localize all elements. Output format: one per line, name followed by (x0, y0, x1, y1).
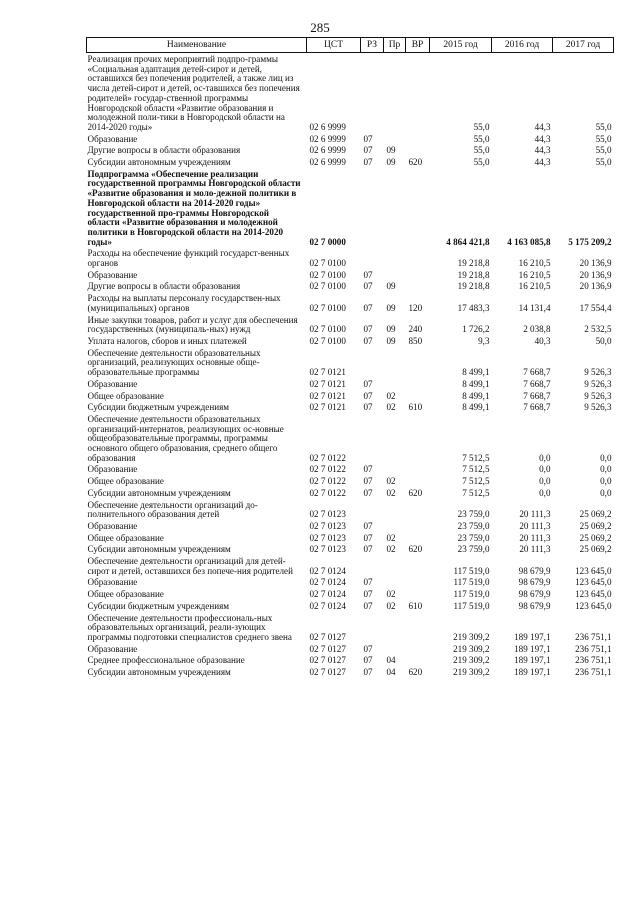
row-rz: 07 (363, 157, 373, 168)
row-value-2016: 44,3 (534, 157, 551, 168)
row-value-2015: 117 519,0 (453, 589, 490, 600)
row-name: Субсидии автономным учреждениям (87, 487, 231, 498)
row-pr (384, 499, 406, 520)
row-value-2017: 20 136,9 (579, 258, 612, 269)
row-rz: 07 (363, 544, 373, 555)
header-2016: 2016 год (492, 38, 553, 53)
row-cst: 02 7 0123 (309, 509, 346, 520)
row-cst: 02 7 0124 (309, 577, 346, 588)
row-value-2017: 123 645,0 (575, 565, 612, 576)
row-value-2017: 5 175 209,2 (568, 236, 612, 247)
row-value-2017: 20 136,9 (579, 281, 612, 292)
row-value-2016: 20 111,3 (519, 544, 551, 555)
row-name: Образование (87, 133, 138, 144)
row-cst: 02 7 0100 (309, 281, 346, 292)
row-name: Обеспечение деятельности образовательных организаций, реализующих основные обще-образовательные программы (87, 347, 261, 378)
table-row (87, 487, 614, 499)
row-cst: 02 7 0122 (309, 452, 346, 463)
table-row (87, 654, 614, 666)
row-value-2017: 20 136,9 (579, 269, 612, 280)
row-vr (406, 588, 430, 600)
row-pr (384, 347, 406, 378)
row-name: Образование (87, 464, 138, 475)
row-value-2016: 98 679,9 (518, 565, 551, 576)
row-vr: 610 (408, 402, 423, 413)
row-rz: 07 (363, 667, 373, 678)
header-2017: 2017 год (553, 38, 614, 53)
row-value-2015: 219 309,2 (453, 655, 490, 666)
row-value-2015: 7 512,5 (462, 464, 490, 475)
header-name: Наименование (87, 38, 307, 53)
row-rz: 07 (363, 600, 373, 611)
row-value-2017: 123 645,0 (575, 589, 612, 600)
row-value-2016: 0,0 (539, 476, 551, 487)
row-rz (361, 555, 384, 576)
row-value-2017: 236 751,1 (575, 631, 612, 642)
page-number: 285 (310, 20, 330, 35)
row-cst: 02 7 0127 (309, 667, 346, 678)
row-cst: 02 7 0124 (309, 600, 346, 611)
row-value-2017: 123 645,0 (575, 577, 612, 588)
header-vr: ВР (406, 38, 430, 53)
row-vr: 120 (408, 302, 423, 313)
row-vr (406, 53, 430, 133)
row-value-2016: 2 038,8 (523, 324, 551, 335)
row-value-2015: 4 864 421,8 (446, 236, 490, 247)
row-value-2015: 55,0 (473, 145, 490, 156)
row-value-2015: 7 512,5 (462, 487, 490, 498)
row-rz (361, 247, 384, 268)
row-value-2016: 20 111,3 (519, 520, 551, 531)
row-value-2015: 23 759,0 (457, 509, 490, 520)
row-value-2017: 55,0 (595, 133, 612, 144)
row-cst: 02 7 0121 (309, 390, 346, 401)
row-vr (406, 499, 430, 520)
row-value-2017: 9 526,3 (584, 378, 612, 389)
row-name: Образование (87, 577, 138, 588)
row-cst: 02 7 0127 (309, 655, 346, 666)
row-value-2016: 98 679,9 (518, 577, 551, 588)
row-cst: 02 7 0121 (309, 367, 346, 378)
row-value-2016: 16 210,5 (518, 281, 551, 292)
row-value-2016: 0,0 (539, 487, 551, 498)
row-vr: 610 (408, 600, 423, 611)
row-cst: 02 7 0122 (309, 464, 346, 475)
row-value-2016: 189 197,1 (514, 631, 551, 642)
row-name: Субсидии автономным учреждениям (87, 544, 231, 555)
row-value-2017: 25 069,2 (579, 544, 612, 555)
table-row (87, 555, 614, 576)
row-value-2016: 14 131,4 (518, 302, 551, 313)
table-row (87, 588, 614, 600)
row-value-2017: 17 554,4 (579, 302, 612, 313)
row-value-2017: 55,0 (595, 145, 612, 156)
row-rz: 07 (363, 324, 373, 335)
table-row (87, 643, 614, 655)
table-row (87, 133, 614, 145)
row-cst: 02 7 0123 (309, 520, 346, 531)
row-value-2016: 20 111,3 (519, 532, 551, 543)
row-rz: 07 (363, 655, 373, 666)
row-pr: 09 (386, 302, 396, 313)
row-value-2016: 7 668,7 (523, 367, 551, 378)
row-cst: 02 7 0127 (309, 643, 346, 654)
row-rz (361, 612, 384, 643)
row-vr (406, 133, 430, 145)
row-value-2017: 0,0 (600, 476, 612, 487)
row-value-2017: 25 069,2 (579, 532, 612, 543)
row-vr (406, 413, 430, 464)
table-row (87, 168, 614, 248)
row-value-2015: 55,0 (473, 133, 490, 144)
row-name: Расходы на обеспечение функций государст-венных органов (87, 248, 290, 269)
table-row (87, 314, 614, 335)
row-rz: 07 (363, 133, 373, 144)
row-value-2016: 0,0 (539, 452, 551, 463)
row-value-2016: 98 679,9 (518, 589, 551, 600)
row-value-2015: 9,3 (478, 335, 490, 346)
row-value-2017: 9 526,3 (584, 390, 612, 401)
row-value-2015: 7 512,5 (462, 452, 490, 463)
row-rz: 07 (363, 402, 373, 413)
table-row (87, 347, 614, 378)
row-rz: 07 (363, 302, 373, 313)
row-vr (406, 347, 430, 378)
table-row (87, 269, 614, 281)
row-cst: 02 7 0124 (309, 589, 346, 600)
row-value-2017: 236 751,1 (575, 655, 612, 666)
row-pr: 02 (386, 390, 396, 401)
table-row (87, 156, 614, 168)
row-pr (384, 463, 406, 475)
row-vr: 620 (408, 544, 423, 555)
row-value-2015: 117 519,0 (453, 565, 490, 576)
row-name: Образование (87, 269, 138, 280)
row-cst: 02 7 0100 (309, 324, 346, 335)
row-value-2015: 8 499,1 (462, 367, 490, 378)
row-cst: 02 7 0100 (309, 269, 346, 280)
row-cst: 02 7 0100 (309, 335, 346, 346)
row-name: Другие вопросы в области образования (87, 145, 241, 156)
row-vr (406, 654, 430, 666)
header-rz: РЗ (361, 38, 384, 53)
row-vr (406, 280, 430, 292)
row-vr (406, 168, 430, 248)
row-rz: 07 (363, 269, 373, 280)
row-pr: 02 (386, 600, 396, 611)
row-value-2015: 23 759,0 (457, 520, 490, 531)
row-value-2016: 16 210,5 (518, 258, 551, 269)
row-rz: 07 (363, 520, 373, 531)
table-body (87, 53, 614, 678)
header-cst: ЦСТ (307, 38, 361, 53)
row-value-2015: 117 519,0 (453, 600, 490, 611)
row-rz: 07 (363, 643, 373, 654)
row-pr: 09 (386, 145, 396, 156)
row-cst: 02 7 0122 (309, 487, 346, 498)
row-pr (384, 53, 406, 133)
table-header-row (87, 38, 614, 53)
row-value-2017: 9 526,3 (584, 402, 612, 413)
row-name: Субсидии автономным учреждениям (87, 667, 231, 678)
row-pr: 04 (386, 655, 396, 666)
row-pr: 09 (386, 281, 396, 292)
row-rz (361, 413, 384, 464)
row-pr: 02 (386, 589, 396, 600)
row-value-2016: 98 679,9 (518, 600, 551, 611)
row-value-2016: 7 668,7 (523, 402, 551, 413)
row-pr (384, 269, 406, 281)
row-rz: 07 (363, 532, 373, 543)
table-row (87, 499, 614, 520)
row-name: Общее образование (87, 532, 164, 543)
row-vr (406, 576, 430, 588)
row-vr (406, 144, 430, 156)
row-value-2016: 189 197,1 (514, 655, 551, 666)
row-pr: 09 (386, 157, 396, 168)
row-rz (361, 168, 384, 248)
row-cst: 02 7 0121 (309, 402, 346, 413)
table-row (87, 335, 614, 347)
row-pr (384, 168, 406, 248)
row-value-2016: 0,0 (539, 464, 551, 475)
row-value-2016: 7 668,7 (523, 378, 551, 389)
row-pr (384, 555, 406, 576)
row-value-2015: 117 519,0 (453, 577, 490, 588)
row-value-2017: 55,0 (595, 121, 612, 132)
row-value-2015: 23 759,0 (457, 532, 490, 543)
row-pr: 09 (386, 324, 396, 335)
row-value-2015: 8 499,1 (462, 402, 490, 413)
table-row (87, 378, 614, 390)
row-value-2015: 19 218,8 (457, 258, 490, 269)
row-name: Субсидии бюджетным учреждениям (87, 600, 230, 611)
row-vr (406, 390, 430, 402)
row-value-2015: 8 499,1 (462, 390, 490, 401)
row-value-2015: 1 726,2 (462, 324, 490, 335)
row-name: Образование (87, 643, 138, 654)
header-pr: Пр (384, 38, 406, 53)
row-pr: 02 (386, 476, 396, 487)
row-value-2016: 44,3 (534, 121, 551, 132)
row-pr: 09 (386, 335, 396, 346)
row-value-2017: 9 526,3 (584, 367, 612, 378)
row-value-2017: 25 069,2 (579, 520, 612, 531)
row-name: Расходы на выплаты персоналу государствен-ных (муниципальных) органов (87, 293, 281, 313)
row-value-2015: 7 512,5 (462, 476, 490, 487)
table-row (87, 144, 614, 156)
row-cst: 02 7 0124 (309, 565, 346, 576)
row-pr: 02 (386, 544, 396, 555)
row-cst: 02 7 0127 (309, 631, 346, 642)
row-rz: 07 (363, 390, 373, 401)
row-rz: 07 (363, 476, 373, 487)
table-row (87, 612, 614, 643)
row-value-2016: 7 668,7 (523, 390, 551, 401)
row-vr (406, 555, 430, 576)
row-vr: 240 (408, 324, 423, 335)
row-name: Другие вопросы в области образования (87, 281, 241, 292)
row-vr (406, 532, 430, 544)
row-pr (384, 520, 406, 532)
row-vr (406, 643, 430, 655)
table-row (87, 475, 614, 487)
row-name: Обеспечение деятельности профессиональ-ных образовательных организаций, реали-зующих программы подготовки специалистов среднего звена (87, 612, 292, 642)
row-name: Обеспечение деятельности организаций до-полнительного образования детей (87, 499, 258, 520)
table-row (87, 247, 614, 268)
row-cst: 02 7 0121 (309, 378, 346, 389)
table-row (87, 413, 614, 464)
table-row (87, 53, 614, 133)
row-name: Образование (87, 520, 138, 531)
row-cst: 02 6 9999 (309, 133, 346, 144)
row-cst: 02 7 0122 (309, 476, 346, 487)
row-cst: 02 7 0100 (309, 302, 346, 313)
row-value-2017: 0,0 (600, 487, 612, 498)
table-row (87, 390, 614, 402)
row-pr (384, 612, 406, 643)
row-vr (406, 378, 430, 390)
row-rz (361, 53, 384, 133)
table-row (87, 280, 614, 292)
row-pr: 04 (386, 667, 396, 678)
row-vr (406, 247, 430, 268)
table-row (87, 401, 614, 413)
row-vr: 620 (408, 157, 423, 168)
row-value-2016: 16 210,5 (518, 269, 551, 280)
row-rz: 07 (363, 487, 373, 498)
table-row (87, 576, 614, 588)
table-row (87, 532, 614, 544)
row-value-2016: 20 111,3 (519, 509, 551, 520)
row-name: Образование (87, 378, 138, 389)
row-name: Подпрограмма «Обеспечение реализации государственной программы Новгородской области «Развитие образования и моло-дежной политики в Новгородской области на 2014-2020 годы» государственной про-граммы Новгородской области «Развитие образования и молодежной политики в Новгородской области на 2014-2020 годы» (87, 168, 301, 247)
row-rz: 07 (363, 464, 373, 475)
table-row (87, 666, 614, 678)
row-pr: 02 (386, 487, 396, 498)
row-vr (406, 520, 430, 532)
row-value-2017: 50,0 (595, 335, 612, 346)
row-name: Субсидии автономным учреждениям (87, 157, 231, 168)
row-vr (406, 269, 430, 281)
row-value-2016: 189 197,1 (514, 667, 551, 678)
row-value-2016: 40,3 (534, 335, 551, 346)
row-name: Среднее профессиональное образование (87, 655, 245, 666)
row-value-2017: 236 751,1 (575, 667, 612, 678)
row-cst: 02 6 9999 (309, 121, 346, 132)
row-rz: 07 (363, 281, 373, 292)
table-row (87, 463, 614, 475)
row-pr: 02 (386, 532, 396, 543)
row-name: Реализация прочих мероприятий подпро-граммы «Социальная адаптация детей-сирот и детей, оставшихся без попечения родителей, а также лиц из числа детей-сирот и детей, ос-тавшихся без попечения родителей» государ-ственной программы Новгородской области «Развитие образования и молодежной поли-тики в Новгородской области на 2014-2020 годы» (87, 54, 300, 132)
row-value-2015: 219 309,2 (453, 643, 490, 654)
row-value-2016: 44,3 (534, 145, 551, 156)
row-cst: 02 6 9999 (309, 145, 346, 156)
row-value-2016: 4 163 085,8 (507, 236, 551, 247)
table-row (87, 520, 614, 532)
row-value-2017: 25 069,2 (579, 509, 612, 520)
row-pr (384, 378, 406, 390)
row-name: Обеспечение деятельности организаций для детей-сирот и детей, оставшихся без попече-ния родителей (87, 556, 293, 576)
row-rz: 07 (363, 577, 373, 588)
table-row (87, 292, 614, 313)
row-vr (406, 612, 430, 643)
row-cst: 02 7 0000 (309, 236, 346, 247)
row-name: Субсидии бюджетным учреждениям (87, 402, 230, 413)
row-value-2017: 123 645,0 (575, 600, 612, 611)
table-row (87, 543, 614, 555)
row-value-2015: 55,0 (473, 121, 490, 132)
row-value-2015: 17 483,3 (457, 302, 490, 313)
row-pr (384, 413, 406, 464)
row-name: Общее образование (87, 589, 164, 600)
row-name: Общее образование (87, 390, 164, 401)
row-pr (384, 133, 406, 145)
row-cst: 02 6 9999 (309, 157, 346, 168)
row-value-2017: 0,0 (600, 452, 612, 463)
row-vr: 850 (408, 335, 423, 346)
row-rz (361, 347, 384, 378)
row-value-2016: 44,3 (534, 133, 551, 144)
row-value-2015: 219 309,2 (453, 667, 490, 678)
row-cst: 02 7 0123 (309, 532, 346, 543)
row-value-2015: 8 499,1 (462, 378, 490, 389)
row-vr (406, 463, 430, 475)
row-pr: 02 (386, 402, 396, 413)
row-rz: 07 (363, 145, 373, 156)
row-value-2015: 219 309,2 (453, 631, 490, 642)
table-row (87, 600, 614, 612)
row-pr (384, 576, 406, 588)
row-value-2017: 2 532,5 (584, 324, 612, 335)
row-cst: 02 7 0100 (309, 258, 346, 269)
row-rz (361, 499, 384, 520)
row-rz: 07 (363, 378, 373, 389)
row-vr (406, 475, 430, 487)
row-pr (384, 247, 406, 268)
row-name: Уплата налогов, сборов и иных платежей (87, 335, 247, 346)
row-value-2017: 0,0 (600, 464, 612, 475)
row-value-2017: 55,0 (595, 157, 612, 168)
header-2015: 2015 год (430, 38, 492, 53)
row-value-2015: 55,0 (473, 157, 490, 168)
row-value-2016: 189 197,1 (514, 643, 551, 654)
row-value-2015: 19 218,8 (457, 281, 490, 292)
row-vr: 620 (408, 487, 423, 498)
row-name: Иные закупки товаров, работ и услуг для обеспечения государственных (муниципаль-ных) нужд (87, 314, 298, 335)
row-vr: 620 (408, 667, 423, 678)
row-rz: 07 (363, 335, 373, 346)
row-value-2017: 236 751,1 (575, 643, 612, 654)
row-name: Обеспечение деятельности образовательных организаций-интернатов, реализующих ос-новные общеобразовательные программы, программы основного общего образования, среднего общего образования (87, 413, 284, 463)
budget-table (86, 37, 614, 678)
row-value-2015: 23 759,0 (457, 544, 490, 555)
row-pr (384, 643, 406, 655)
row-name: Общее образование (87, 476, 164, 487)
row-rz: 07 (363, 589, 373, 600)
row-value-2015: 19 218,8 (457, 269, 490, 280)
row-cst: 02 7 0123 (309, 544, 346, 555)
